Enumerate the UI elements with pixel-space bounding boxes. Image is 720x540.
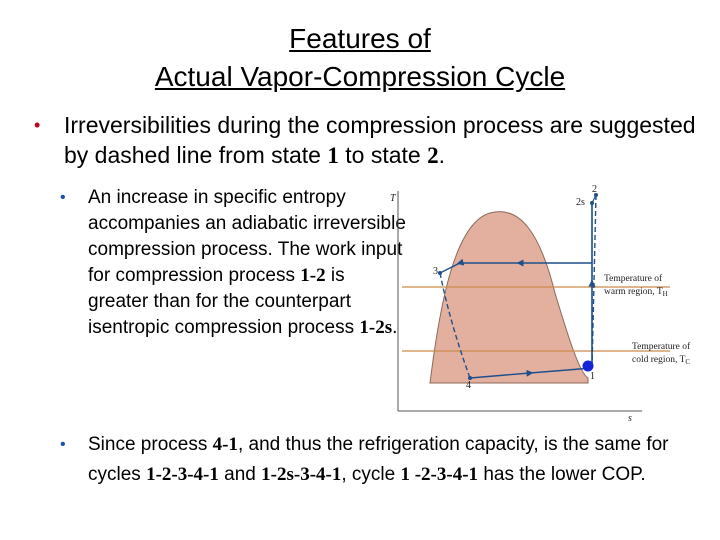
ts-diagram [370, 183, 691, 424]
bullet-text [88, 185, 408, 341]
title-line-1: Features of [289, 23, 431, 54]
state-4-label: 4 [466, 380, 471, 391]
text-run: . [438, 142, 445, 168]
text-run: . [392, 317, 398, 338]
state-3-label: 3 [433, 266, 438, 277]
state-2s-marker [590, 201, 594, 205]
cold-region-label-line2: cold region, $T_C$ [632, 355, 691, 366]
warm-region-label-line2: warm region, $T_H$ [604, 287, 668, 298]
text-run: has the lower COP. [478, 464, 646, 485]
title-line-2: Actual Vapor-Compression Cycle [154, 61, 566, 92]
slide-title [0, 20, 720, 96]
cycle-ref: 1-2-3-4-1 [146, 464, 219, 485]
t-axis-label: T [390, 193, 396, 204]
text-run: Irreversibilities during the compression process are suggested by dashed line from state [64, 112, 696, 168]
text-run: Since process [88, 434, 213, 455]
bullet-text [64, 110, 714, 171]
state-1-marker [583, 361, 594, 372]
state-2s-label: 2s [576, 197, 585, 208]
s-axis-label: s [628, 413, 632, 424]
cold-region-label-line1: Temperature of [632, 342, 691, 352]
text-run: , cycle [341, 464, 401, 485]
state-3-marker [438, 271, 442, 275]
cycle-ref: 1-2s-3-4-1 [261, 464, 342, 485]
text-run: to state [338, 142, 428, 168]
state-ref: 1 [327, 143, 339, 168]
text-run: , and thus the refrigeration capacity, is the same for cycles [88, 434, 669, 485]
vapor-dome [430, 212, 588, 383]
state-1-label: 1 [590, 371, 595, 382]
text-run: An increase in specific entropy accompanies an adiabatic irreversible compression process. The work input for compression process [88, 187, 406, 286]
bullet-marker: • [34, 115, 41, 135]
process-ref: 1-2s [359, 317, 393, 338]
process-ref: 4-1 [212, 434, 238, 455]
process-ref: 1-2 [300, 265, 326, 286]
warm-region-label-line1: Temperature of [604, 274, 663, 284]
cycle-ref: 1 -2-3-4-1 [400, 464, 479, 485]
state-ref: 2 [427, 143, 439, 168]
state-2-label: 2 [592, 184, 597, 195]
text-run: and [218, 464, 262, 485]
bullet-marker: • [60, 189, 66, 206]
bullet-text [88, 430, 708, 490]
text-run: is greater than for the counterpart isentropic compression process [88, 265, 360, 338]
bullet-marker: • [60, 436, 66, 453]
